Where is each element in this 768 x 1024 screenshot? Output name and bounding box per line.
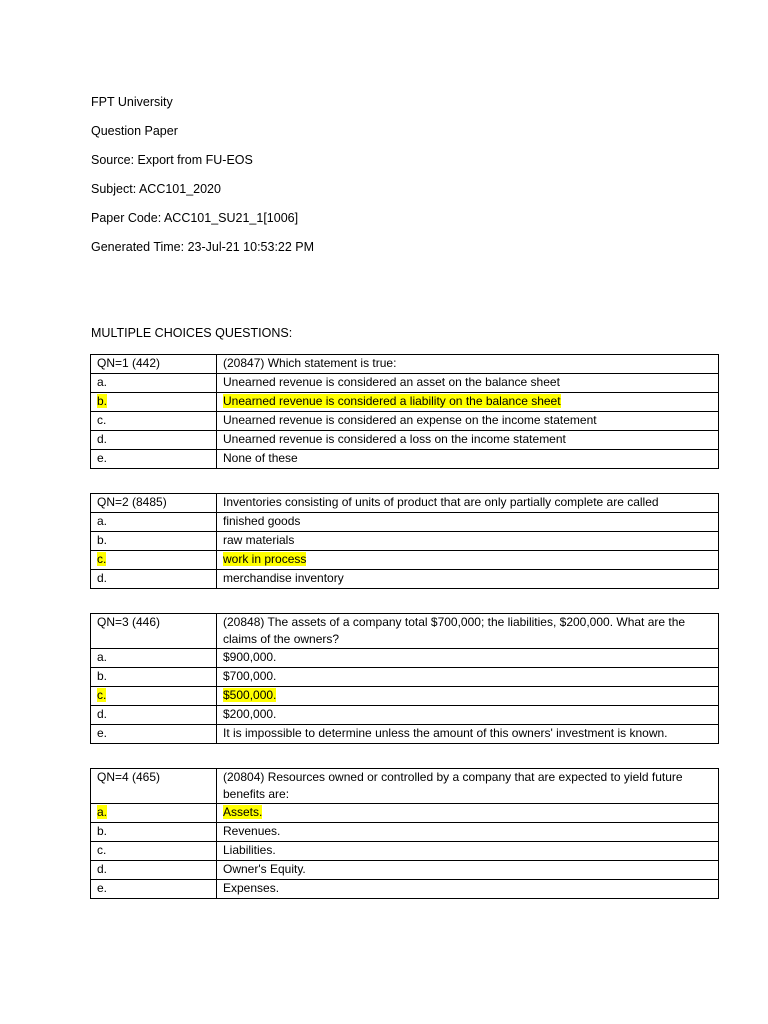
option-text: Owner's Equity. xyxy=(217,861,719,880)
option-label: c. xyxy=(91,412,217,431)
section-title: MULTIPLE CHOICES QUESTIONS: xyxy=(91,326,293,340)
option-label-correct xyxy=(91,687,217,706)
option-row xyxy=(91,861,719,880)
option-row-correct xyxy=(91,804,719,823)
option-text-correct xyxy=(217,393,719,412)
option-label: b. xyxy=(91,532,217,551)
option-row xyxy=(91,450,719,469)
answer-highlight: work in process xyxy=(223,552,307,566)
question-number: QN=4 (465) xyxy=(91,769,217,804)
question-text: (20847) Which statement is true: xyxy=(217,355,719,374)
university-name: FPT University xyxy=(91,95,173,109)
option-row xyxy=(91,842,719,861)
question-table-3 xyxy=(90,613,719,744)
option-row xyxy=(91,570,719,589)
source-line: Source: Export from FU-EOS xyxy=(91,153,253,167)
answer-highlight: b. xyxy=(97,394,108,408)
subject-line: Subject: ACC101_2020 xyxy=(91,182,221,196)
question-text: (20848) The assets of a company total $700,000; the liabilities, $200,000. What are the claims of the owners? xyxy=(217,614,719,649)
question-row xyxy=(91,769,719,804)
option-label-correct xyxy=(91,804,217,823)
option-row xyxy=(91,431,719,450)
option-label: d. xyxy=(91,570,217,589)
option-text: Unearned revenue is considered an asset on the balance sheet xyxy=(217,374,719,393)
option-label: a. xyxy=(91,374,217,393)
option-label: d. xyxy=(91,861,217,880)
option-text-correct xyxy=(217,551,719,570)
option-row-correct xyxy=(91,551,719,570)
answer-highlight: c. xyxy=(97,552,107,566)
question-row xyxy=(91,494,719,513)
option-row xyxy=(91,513,719,532)
question-number: QN=3 (446) xyxy=(91,614,217,649)
option-text-correct xyxy=(217,804,719,823)
option-label: b. xyxy=(91,668,217,687)
question-number: QN=1 (442) xyxy=(91,355,217,374)
paper-code-line: Paper Code: ACC101_SU21_1[1006] xyxy=(91,211,299,225)
option-text: raw materials xyxy=(217,532,719,551)
option-label: a. xyxy=(91,513,217,532)
option-text: merchandise inventory xyxy=(217,570,719,589)
option-label: a. xyxy=(91,649,217,668)
document-type: Question Paper xyxy=(91,124,178,138)
option-label: b. xyxy=(91,823,217,842)
option-row-correct xyxy=(91,393,719,412)
question-text: (20804) Resources owned or controlled by a company that are expected to yield future benefits are: xyxy=(217,769,719,804)
answer-highlight: Assets. xyxy=(223,805,263,819)
option-row-correct xyxy=(91,687,719,706)
option-row xyxy=(91,374,719,393)
option-text-correct xyxy=(217,687,719,706)
option-row xyxy=(91,532,719,551)
option-row xyxy=(91,725,719,744)
option-text: $200,000. xyxy=(217,706,719,725)
option-text: $700,000. xyxy=(217,668,719,687)
option-label: e. xyxy=(91,450,217,469)
question-row xyxy=(91,355,719,374)
answer-highlight: Unearned revenue is considered a liability on the balance sheet xyxy=(223,394,561,408)
option-text: $900,000. xyxy=(217,649,719,668)
option-row xyxy=(91,412,719,431)
question-row xyxy=(91,614,719,649)
option-text: Unearned revenue is considered an expense on the income statement xyxy=(217,412,719,431)
option-text: Revenues. xyxy=(217,823,719,842)
option-row xyxy=(91,880,719,899)
option-label-correct xyxy=(91,393,217,412)
question-table-2 xyxy=(90,493,719,589)
question-table-4 xyxy=(90,768,719,899)
question-text: Inventories consisting of units of product that are only partially complete are called xyxy=(217,494,719,513)
option-label: c. xyxy=(91,842,217,861)
option-text: Liabilities. xyxy=(217,842,719,861)
option-label-correct xyxy=(91,551,217,570)
option-text: It is impossible to determine unless the amount of this owners' investment is known. xyxy=(217,725,719,744)
generated-time-line: Generated Time: 23-Jul-21 10:53:22 PM xyxy=(91,240,315,254)
option-text: None of these xyxy=(217,450,719,469)
option-label: d. xyxy=(91,431,217,450)
option-row xyxy=(91,823,719,842)
option-text: finished goods xyxy=(217,513,719,532)
option-label: d. xyxy=(91,706,217,725)
question-table-1 xyxy=(90,354,719,469)
question-number: QN=2 (8485) xyxy=(91,494,217,513)
option-label: e. xyxy=(91,880,217,899)
option-label: e. xyxy=(91,725,217,744)
answer-highlight: a. xyxy=(97,805,108,819)
answer-highlight: c. xyxy=(97,688,107,702)
option-row xyxy=(91,668,719,687)
option-text: Expenses. xyxy=(217,880,719,899)
option-row xyxy=(91,649,719,668)
option-text: Unearned revenue is considered a loss on the income statement xyxy=(217,431,719,450)
option-row xyxy=(91,706,719,725)
answer-highlight: $500,000. xyxy=(223,688,277,702)
